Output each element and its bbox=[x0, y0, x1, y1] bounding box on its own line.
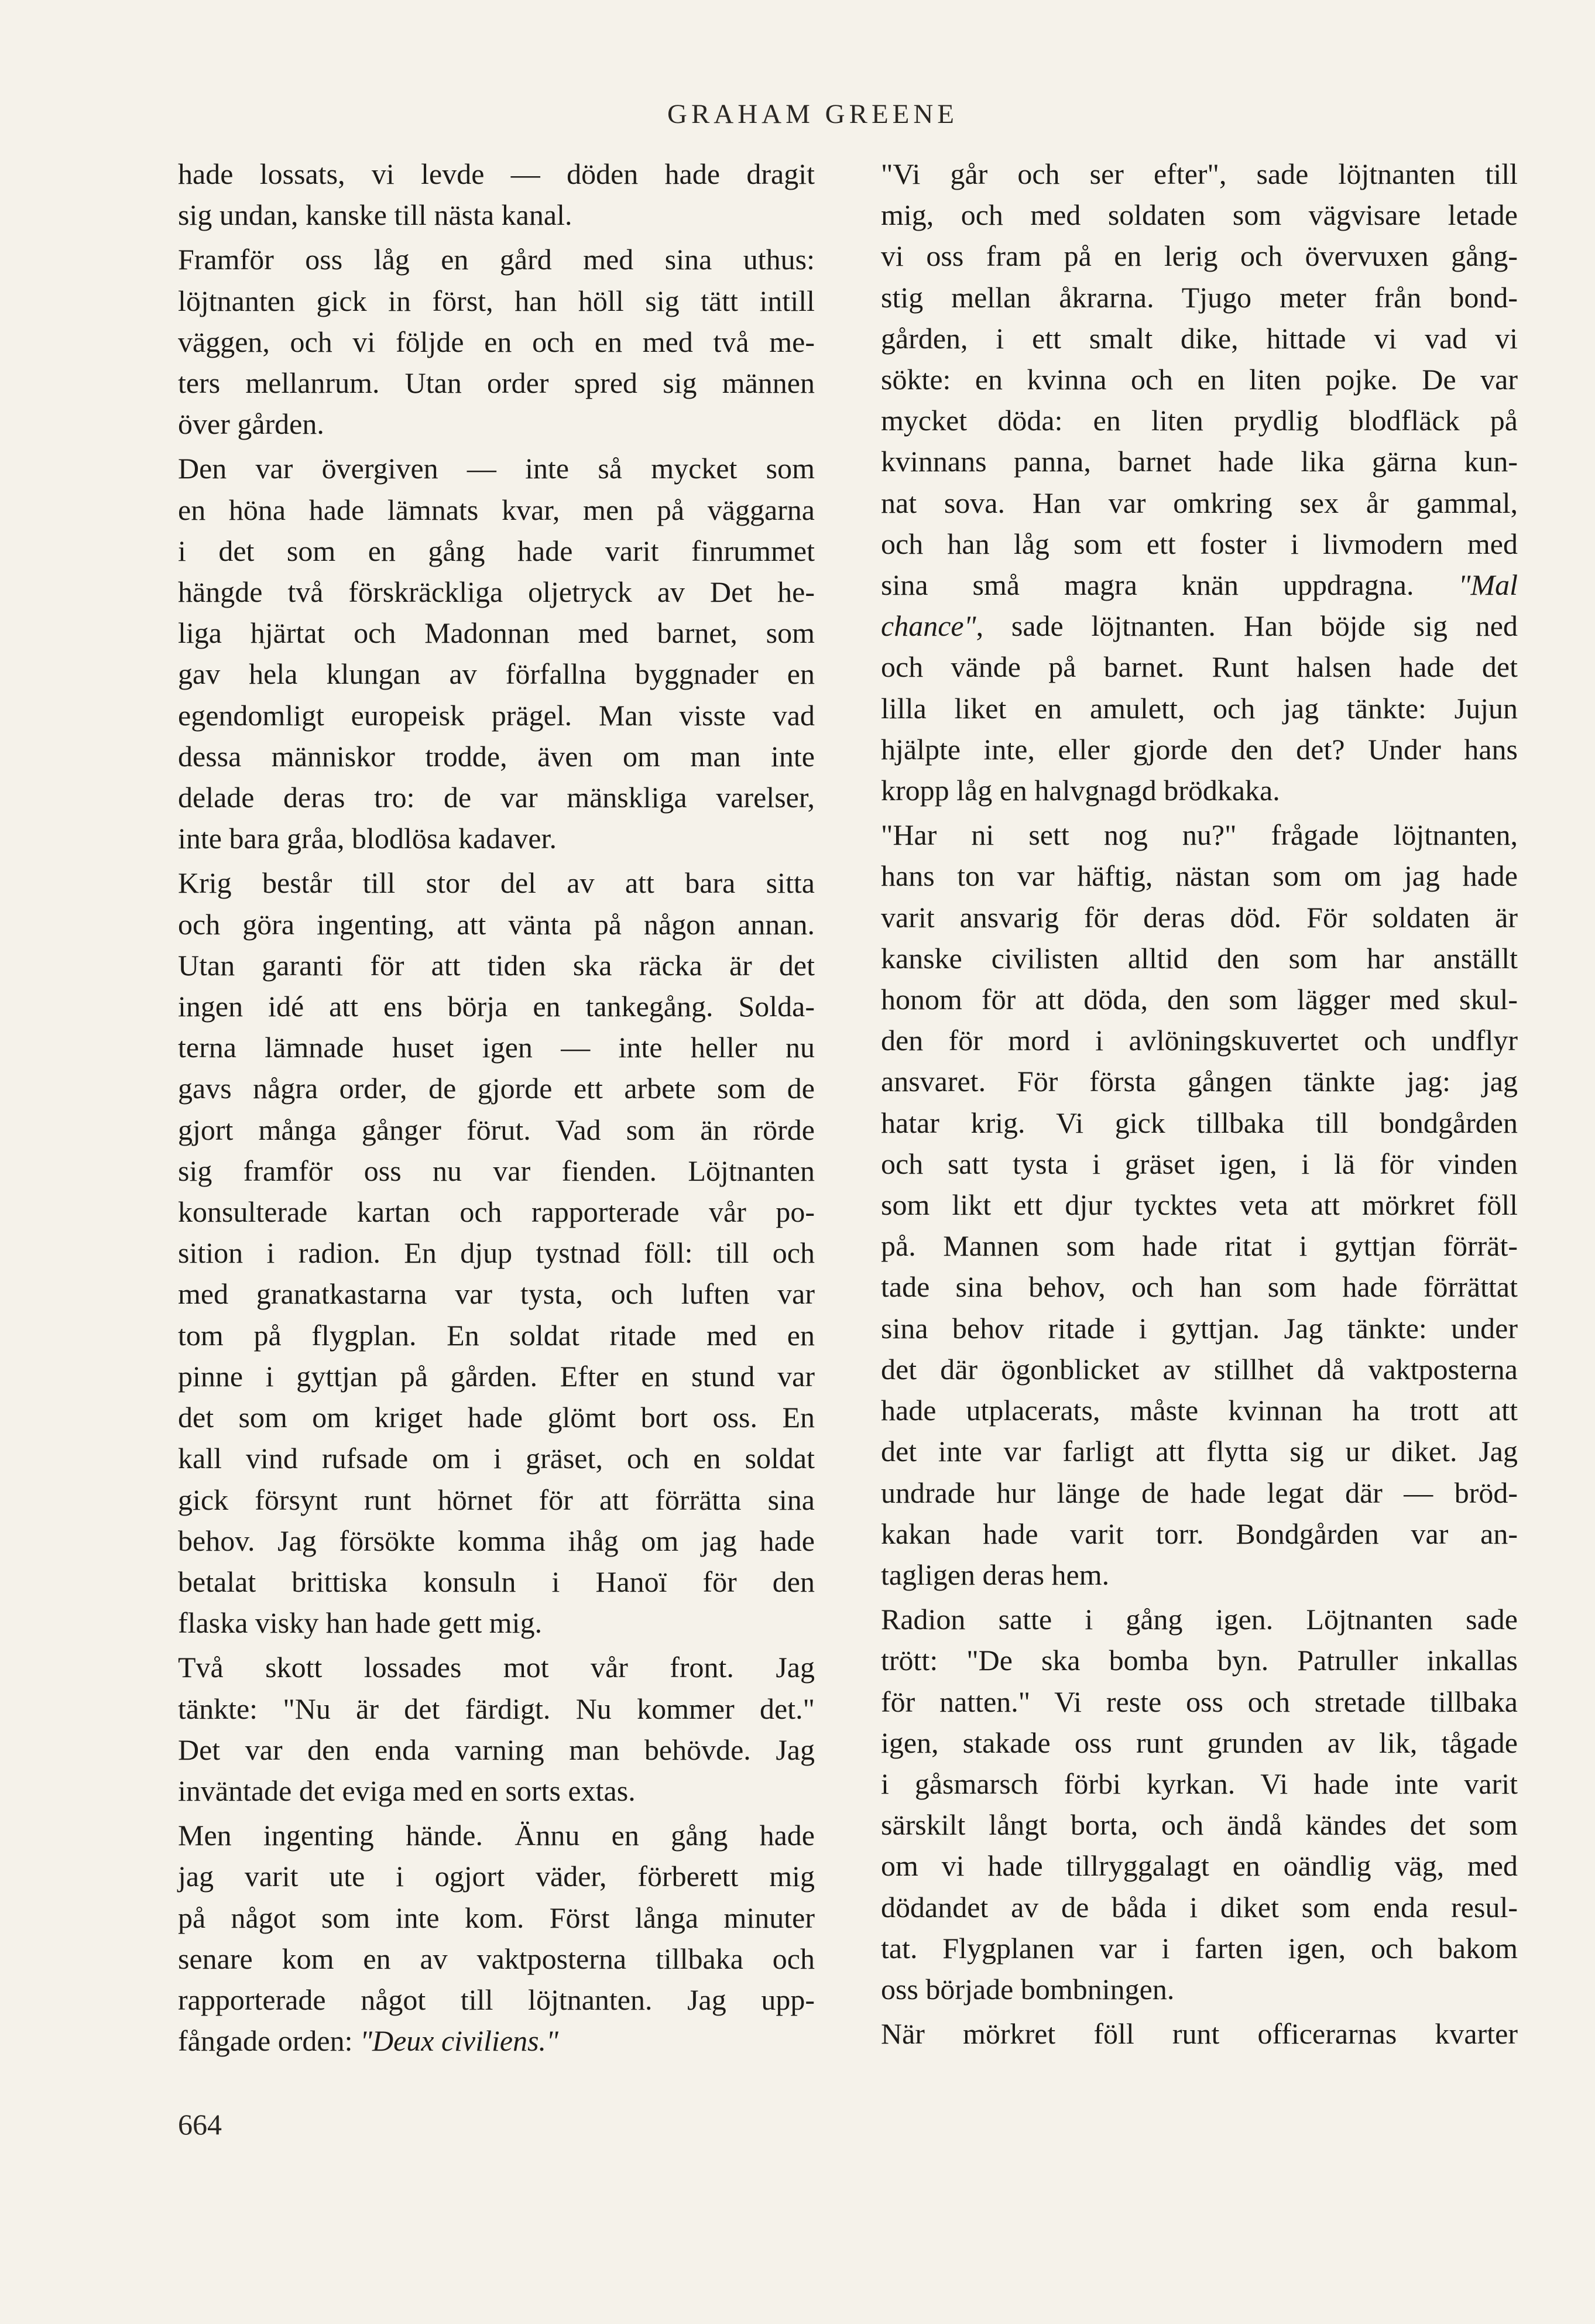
text-line: delade deras tro: de var mänskliga varelser, bbox=[178, 781, 815, 814]
text-line: kakan hade varit torr. Bondgården var an- bbox=[881, 1517, 1518, 1550]
running-header: GRAHAM GREENE bbox=[667, 99, 959, 129]
text-line: betalat brittiska konsuln i Hanoï för den bbox=[178, 1565, 815, 1598]
text-line: jag varit ute i ogjort väder, förberett mig bbox=[178, 1860, 815, 1893]
text-line: mycket döda: en liten prydlig blodfläck på bbox=[881, 404, 1518, 437]
text-line: det som om kriget hade glömt bort oss. En bbox=[178, 1401, 815, 1434]
text-line: på något som inte kom. Först långa minuter bbox=[178, 1901, 815, 1934]
text-line: När mörkret föll runt officerarnas kvarter bbox=[881, 2017, 1518, 2051]
paragraph bbox=[881, 2013, 1518, 2054]
text-line: gick försynt runt hörnet för att förrätta sina bbox=[178, 1483, 815, 1516]
text-line: hade utplacerats, måste kvinnan ha trott att bbox=[881, 1394, 1518, 1427]
text-line: tade sina behov, och han som hade förrättat bbox=[881, 1270, 1518, 1304]
text-line: rapporterade något till löjtnanten. Jag upp- bbox=[178, 1983, 815, 2016]
text-line: liga hjärtat och Madonnan med barnet, som bbox=[178, 616, 815, 650]
text-line: gjort många gånger förut. Vad som än rörde bbox=[178, 1113, 815, 1146]
text-line: på. Mannen som hade ritat i gyttjan förrät- bbox=[881, 1229, 1518, 1263]
right-column bbox=[881, 153, 1518, 2054]
text-line: hans ton var häftig, nästan som om jag hade bbox=[881, 859, 1518, 893]
paragraph bbox=[178, 1815, 815, 2061]
text-line: sig framför oss nu var fienden. Löjtnanten bbox=[178, 1154, 815, 1187]
text-line: hängde två förskräckliga oljetryck av Det he- bbox=[178, 575, 815, 609]
paragraph bbox=[881, 1599, 1518, 2010]
text-line: Krig består till stor del av att bara sitta bbox=[178, 866, 815, 900]
text-line: egendomligt europeisk prägel. Man visste vad bbox=[178, 698, 815, 732]
text-line: Det var den enda varning man behövde. Jag bbox=[178, 1733, 815, 1766]
text-line: undrade hur länge de hade legat där — bröd- bbox=[881, 1476, 1518, 1509]
text-line: och satt tysta i gräset igen, i lä för vinden bbox=[881, 1147, 1518, 1180]
text-line: trött: "De ska bomba byn. Patruller inkallas bbox=[881, 1644, 1518, 1677]
text-line: kall vind rufsade om i gräset, och en soldat bbox=[178, 1442, 815, 1475]
text-line: väggen, och vi följde en och en med två me- bbox=[178, 325, 815, 358]
text-line: terna lämnade huset igen — inte heller nu bbox=[178, 1031, 815, 1064]
text-line: hjälpte inte, eller gjorde den det? Under hans bbox=[881, 732, 1518, 766]
text-line: särskilt långt borta, och ändå kändes det som bbox=[881, 1808, 1518, 1842]
text-line: oss började bombningen. bbox=[881, 1972, 1175, 2006]
text-line: löjtnanten gick in först, han höll sig tätt intill bbox=[178, 284, 815, 317]
text-line: för natten." Vi reste oss och stretade tillbaka bbox=[881, 1685, 1518, 1718]
text-line: nat sova. Han var omkring sex år gammal, bbox=[881, 486, 1518, 519]
text-line: stig mellan åkrarna. Tjugo meter från bond- bbox=[881, 280, 1518, 314]
text-line: dessa människor trodde, även om man inte bbox=[178, 739, 815, 773]
text-line: ansvaret. För första gången tänkte jag: jag bbox=[881, 1065, 1518, 1098]
text-line: senare kom en av vaktposterna tillbaka och bbox=[178, 1942, 815, 1975]
text-line: och han låg som ett foster i livmodern med bbox=[881, 527, 1518, 560]
text-line: som likt ett djur tycktes veta att mörkret föll bbox=[881, 1188, 1518, 1222]
text-line: mig, och med soldaten som vägvisare letade bbox=[881, 198, 1518, 232]
text-line: behov. Jag försökte komma ihåg om jag hade bbox=[178, 1524, 815, 1557]
text-line: det inte var farligt att flytta sig ur diket. Jag bbox=[881, 1435, 1518, 1468]
text-line: i gåsmarsch förbi kyrkan. Vi hade inte varit bbox=[881, 1767, 1518, 1800]
text-line: Men ingenting hände. Ännu en gång hade bbox=[178, 1819, 815, 1852]
text-line: Framför oss låg en gård med sina uthus: bbox=[178, 243, 815, 276]
paragraph bbox=[178, 448, 815, 859]
text-line: gavs några order, de gjorde ett arbete som de bbox=[178, 1072, 815, 1105]
text-line: Utan garanti för att tiden ska räcka är det bbox=[178, 948, 815, 982]
text-line: tagligen deras hem. bbox=[881, 1558, 1110, 1591]
text-line: Den var övergiven — inte så mycket som bbox=[178, 452, 815, 485]
text-line: honom för att döda, den som lägger med skul- bbox=[881, 983, 1518, 1016]
text-line: en höna hade lämnats kvar, men på väggarna bbox=[178, 493, 815, 526]
text-line: sition i radion. En djup tystnad föll: till och bbox=[178, 1236, 815, 1270]
text-line: den för mord i avlöningskuvertet och undflyr bbox=[881, 1024, 1518, 1057]
text-line: ters mellanrum. Utan order spred sig männen bbox=[178, 366, 815, 400]
text-line: i det som en gång hade varit finrummet bbox=[178, 534, 815, 567]
paragraph bbox=[881, 814, 1518, 1595]
paragraph bbox=[881, 153, 1518, 811]
text-line: varit ansvarig för deras död. För soldaten är bbox=[881, 900, 1518, 934]
text-line: chance", sade löjtnanten. Han böjde sig ned bbox=[881, 609, 1518, 643]
text-line: och göra ingenting, att vänta på någon annan. bbox=[178, 907, 815, 941]
text-line: inväntade det eviga med en sorts extas. bbox=[178, 1774, 636, 1807]
text-line: om vi hade tillryggalagt en oändlig väg, med bbox=[881, 1849, 1518, 1883]
text-line: och vände på barnet. Runt halsen hade det bbox=[881, 650, 1518, 684]
text-line: tom på flygplan. En soldat ritade med en bbox=[178, 1318, 815, 1352]
text-line: tat. Flygplanen var i farten igen, och bakom bbox=[881, 1931, 1518, 1965]
text-line: igen, stakade oss runt grunden av lik, tågade bbox=[881, 1726, 1518, 1759]
text-line: gården, i ett smalt dike, hittade vi vad vi bbox=[881, 321, 1518, 355]
text-line: Två skott lossades mot vår front. Jag bbox=[178, 1651, 815, 1684]
text-line: över gården. bbox=[178, 407, 324, 441]
italic-text: "Mal bbox=[1458, 568, 1518, 602]
text-line: "Vi går och ser efter", sade löjtnanten till bbox=[881, 157, 1518, 190]
italic-text: chance" bbox=[881, 609, 976, 643]
text-line: lilla liket en amulett, och jag tänkte: Jujun bbox=[881, 691, 1518, 725]
left-column bbox=[178, 153, 815, 2061]
text-line: sig undan, kanske till nästa kanal. bbox=[178, 198, 572, 232]
paragraph bbox=[178, 153, 815, 235]
text-line: kanske civilisten alltid den som har anställt bbox=[881, 941, 1518, 975]
page-number: 664 bbox=[178, 2108, 222, 2141]
text-line: Radion satte i gång igen. Löjtnanten sade bbox=[881, 1603, 1518, 1636]
text-line: pinne i gyttjan på gården. Efter en stund var bbox=[178, 1359, 815, 1393]
text-line: "Har ni sett nog nu?" frågade löjtnanten, bbox=[881, 818, 1518, 852]
text-line: kvinnans panna, barnet hade lika gärna kun- bbox=[881, 445, 1518, 478]
text-line: ingen idé att ens börja en tankegång. Solda- bbox=[178, 990, 815, 1023]
text-line: med granatkastarna var tysta, och luften var bbox=[178, 1277, 815, 1311]
text-line: sina behov ritade i gyttjan. Jag tänkte: under bbox=[881, 1311, 1518, 1345]
text-line: dödandet av de båda i diket som enda resul- bbox=[881, 1890, 1518, 1924]
paragraph bbox=[178, 862, 815, 1643]
text-line: inte bara gråa, blodlösa kadaver. bbox=[178, 822, 557, 855]
text-line: vi oss fram på en lerig och övervuxen gång- bbox=[881, 239, 1518, 273]
text-line: kropp låg en halvgnagd brödkaka. bbox=[881, 774, 1280, 807]
text-line: gav hela klungan av förfallna byggnader en bbox=[178, 657, 815, 691]
paragraph bbox=[178, 1647, 815, 1811]
text-line: sökte: en kvinna och en liten pojke. De var bbox=[881, 363, 1518, 396]
paragraph bbox=[178, 239, 815, 444]
text-line: fångade orden: "Deux civiliens." bbox=[178, 2024, 559, 2058]
text-line: det där ögonblicket av stillhet då vaktposterna bbox=[881, 1352, 1518, 1386]
text-line: flaska visky han hade gett mig. bbox=[178, 1606, 543, 1640]
text-line: hade lossats, vi levde — döden hade dragit bbox=[178, 157, 815, 190]
text-line: konsulterade kartan och rapporterade vår po- bbox=[178, 1195, 815, 1229]
text-line: hatar krig. Vi gick tillbaka till bondgården bbox=[881, 1106, 1518, 1139]
text-line: tänkte: "Nu är det färdigt. Nu kommer det." bbox=[178, 1692, 815, 1725]
italic-text: "Deux civiliens." bbox=[359, 2024, 559, 2058]
text-line: sina små magra knän uppdragna. "Mal bbox=[881, 568, 1518, 602]
